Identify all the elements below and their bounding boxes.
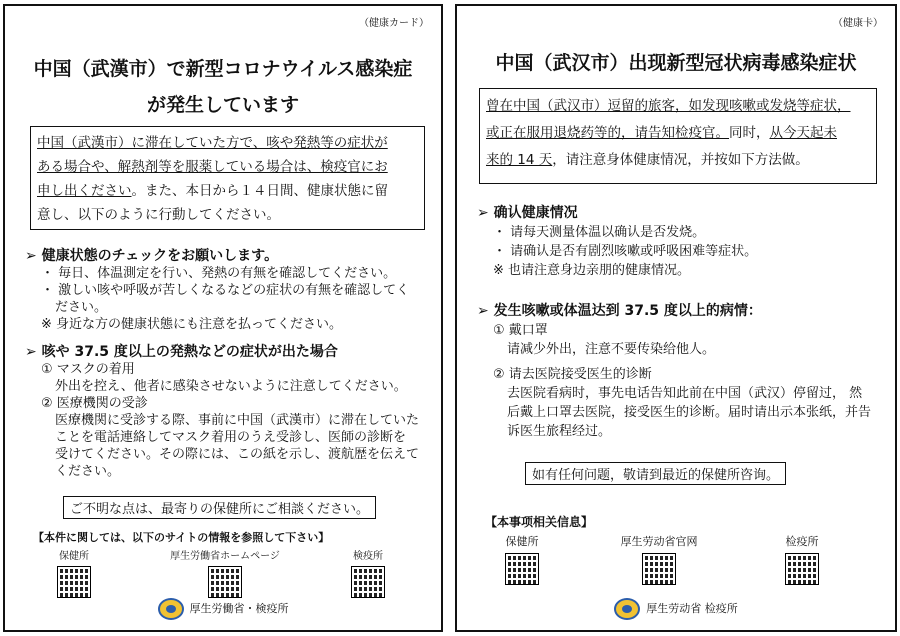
info-heading: 【本事项相关信息】 — [485, 515, 594, 529]
notice-line-2 — [486, 120, 870, 147]
footer-text: 厚生劳动省 检疫所 — [646, 602, 738, 615]
notice-line-2: ある場合や、解熱剤等を服薬している場合は、検疫官にお — [37, 159, 388, 175]
bullet-item-cont: ださい。 — [55, 300, 108, 315]
subsection-text: ことを電話連絡してマスク着用のうえ受診し、医師の診断を — [55, 430, 407, 445]
section-heading: ➢ 确认健康情况 — [477, 205, 578, 221]
qr-code-icon[interactable] — [351, 566, 385, 598]
notice-underline: 或正在服用退烧药等的，请告知检疫官。 — [486, 125, 729, 141]
qr-ministry-homepage[interactable] — [170, 547, 280, 598]
qr-health-center[interactable] — [19, 547, 129, 598]
subsection-text: 外出を控え、他者に感染させないように注意してください。 — [55, 379, 407, 394]
qr-label: 保健所 — [505, 535, 539, 548]
qr-code-icon[interactable] — [642, 553, 676, 585]
section-heading: ➢ 健康状態のチェックをお願いします。 — [25, 248, 279, 264]
notice-box — [30, 126, 425, 230]
subsection-text: 受けてください。その際には、この紙を示し、渡航歴を伝えて — [55, 447, 420, 462]
title-line-1: 中国（武漢市）で新型コロナウイルス感染症 — [33, 58, 413, 80]
notice-line-2-mid: 同时， — [729, 125, 770, 141]
health-check-section — [25, 248, 431, 333]
notice-line-3 — [486, 147, 870, 174]
note-item: ※ 身近な方の健康状態にも注意を払ってください。 — [41, 317, 343, 332]
qr-label: 厚生労働省ホームページ — [170, 551, 280, 562]
footer-text: 厚生労働省・検疫所 — [189, 602, 289, 615]
qr-label: 检疫所 — [785, 535, 819, 548]
health-check-section — [477, 204, 885, 280]
notice-line-1: 中国（武漢市）に滞在していた方で、咳や発熱等の症状が — [37, 135, 388, 151]
contact-note: ご不明な点は、最寄りの保健所にご相談ください。 — [63, 496, 376, 519]
mascot-logo-icon — [158, 598, 184, 620]
subsection-text: 请减少外出，注意不要传染给他人。 — [507, 342, 716, 357]
qr-label: 検疫所 — [353, 551, 383, 562]
notice-line-3 — [37, 179, 418, 203]
subsection-heading: ② 请去医院接受医生的诊断 — [493, 367, 652, 382]
footer — [457, 598, 895, 620]
info-heading: 【本件に関しては、以下のサイトの情報を参照して下さい】 — [33, 531, 330, 544]
bullet-item: ・ 请每天测量体温以确认是否发烧。 — [493, 225, 706, 240]
section-heading: ➢ 咳や 37.5 度以上の発熱などの症状が出た場合 — [25, 344, 338, 360]
qr-code-icon[interactable] — [505, 553, 539, 585]
qr-code-icon[interactable] — [208, 566, 242, 598]
qr-label: 厚生劳动省官网 — [620, 535, 698, 548]
card-tag: （健康卡） — [833, 18, 883, 29]
symptoms-section — [477, 302, 885, 441]
subsection-text: 后戴上口罩去医院，接受医生的诊断。届时请出示本张纸，并告 — [507, 405, 872, 420]
title-line-2: が発生しています — [146, 94, 299, 116]
notice-line-4: 意し、以下のように行動してください。 — [37, 207, 280, 223]
subsection-heading: ① マスクの着用 — [41, 362, 135, 377]
footer — [5, 598, 441, 620]
symptoms-section — [25, 344, 431, 480]
qr-quarantine[interactable] — [747, 533, 857, 585]
notice-underline: 申し出ください — [37, 183, 132, 199]
title: 中国（武汉市）出现新型冠状病毒感染症状 — [495, 52, 857, 74]
notice-underline: 来的 14 天 — [486, 152, 553, 168]
notice-line-3-rest: ，请注意身体健康情况，并按如下方法做。 — [552, 152, 809, 168]
bullet-item: ・ 请确认是否有剧烈咳嗽或呼吸困难等症状。 — [493, 244, 758, 259]
notice-underline: 从今天起未 — [769, 125, 837, 141]
qr-health-center[interactable] — [467, 533, 577, 585]
bullet-item: ・ 激しい咳や呼吸が苦しくなるなどの症状の有無を確認してく — [41, 283, 410, 298]
qr-quarantine[interactable] — [313, 547, 423, 598]
card-tag: （健康カード） — [359, 18, 429, 29]
subsection-heading: ② 医療機関の受診 — [41, 396, 148, 411]
qr-ministry-website[interactable] — [604, 533, 714, 585]
japanese-health-card — [3, 4, 443, 632]
notice-line-1: 曾在中国（武汉市）逗留的旅客，如发现咳嗽或发烧等症状， — [486, 98, 851, 114]
bullet-item: ・ 毎日、体温測定を行い、発熱の有無を確認してください。 — [41, 266, 397, 281]
qr-code-icon[interactable] — [785, 553, 819, 585]
section-heading: ➢ 发生咳嗽或体温达到 37.5 度以上的病情： — [477, 303, 762, 319]
note-item: ※ 也请注意身边亲朋的健康情况。 — [493, 263, 691, 278]
subsection-text: 医療機関に受診する際、事前に中国（武漢市）に滞在していた — [55, 413, 420, 428]
contact-note: 如有任何问题，敬请到最近的保健所咨询。 — [525, 462, 786, 485]
mascot-logo-icon — [614, 598, 640, 620]
chinese-health-card — [455, 4, 897, 632]
subsection-text: ください。 — [55, 464, 121, 479]
subsection-text: 诉医生旅程经过。 — [507, 424, 612, 439]
qr-label: 保健所 — [59, 551, 89, 562]
subsection-text: 去医院看病时，事先电话告知此前在中国（武汉）停留过， 然 — [507, 386, 863, 401]
qr-code-icon[interactable] — [57, 566, 91, 598]
subsection-heading: ① 戴口罩 — [493, 323, 548, 338]
notice-line-3-rest: 。また、本日から１４日間、健康状態に留 — [131, 183, 388, 199]
notice-box — [479, 88, 877, 184]
